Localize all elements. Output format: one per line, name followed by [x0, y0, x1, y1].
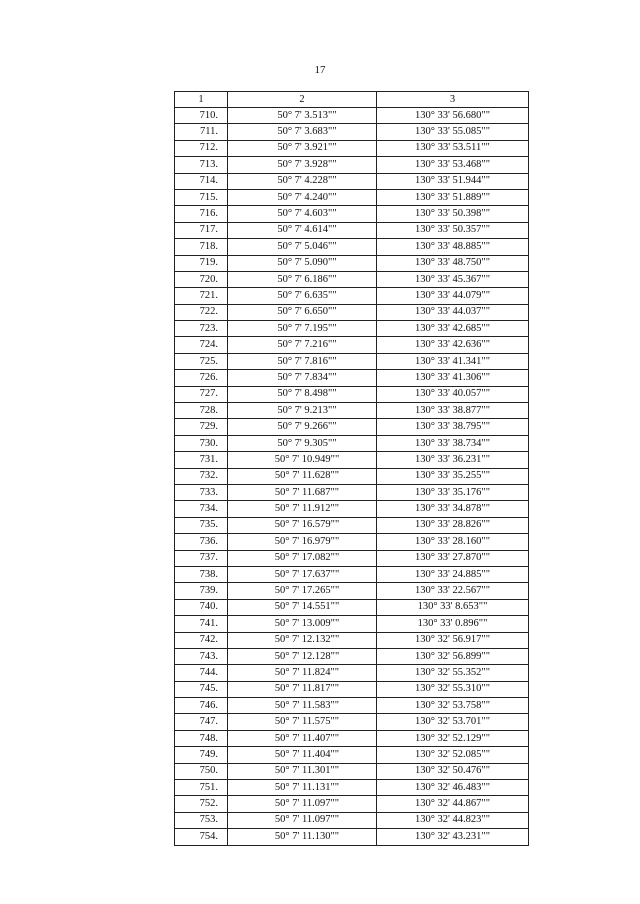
latitude-cell: 50° 7' 11.131"" [228, 780, 377, 796]
point-number-cell: 717. [175, 222, 228, 238]
latitude-cell: 50° 7' 17.082"" [228, 550, 377, 566]
table-row [175, 271, 529, 287]
point-number-cell: 727. [175, 386, 228, 402]
header-cell-2: 2 [228, 92, 377, 108]
table-row [175, 435, 529, 451]
table-row [175, 386, 529, 402]
longitude-cell: 130° 32' 46.483"" [377, 780, 529, 796]
longitude-cell: 130° 33' 51.944"" [377, 173, 529, 189]
latitude-cell: 50° 7' 9.305"" [228, 435, 377, 451]
latitude-cell: 50° 7' 4.228"" [228, 173, 377, 189]
point-number-cell: 719. [175, 255, 228, 271]
header-row [175, 92, 529, 108]
point-number-cell: 742. [175, 632, 228, 648]
longitude-cell: 130° 33' 8.653"" [377, 599, 529, 615]
point-number-cell: 751. [175, 780, 228, 796]
latitude-cell: 50° 7' 3.921"" [228, 140, 377, 156]
point-number-cell: 740. [175, 599, 228, 615]
latitude-cell: 50° 7' 10.949"" [228, 452, 377, 468]
point-number-cell: 734. [175, 501, 228, 517]
point-number-cell: 731. [175, 452, 228, 468]
table-row [175, 763, 529, 779]
longitude-cell: 130° 32' 55.352"" [377, 665, 529, 681]
latitude-cell: 50° 7' 16.579"" [228, 517, 377, 533]
table-row [175, 780, 529, 796]
table-row [175, 452, 529, 468]
table-row [175, 517, 529, 533]
point-number-cell: 737. [175, 550, 228, 566]
latitude-cell: 50° 7' 11.687"" [228, 484, 377, 500]
longitude-cell: 130° 33' 44.079"" [377, 288, 529, 304]
longitude-cell: 130° 32' 44.823"" [377, 812, 529, 828]
point-number-cell: 753. [175, 812, 228, 828]
point-number-cell: 744. [175, 665, 228, 681]
point-number-cell: 733. [175, 484, 228, 500]
latitude-cell: 50° 7' 11.817"" [228, 681, 377, 697]
longitude-cell: 130° 33' 38.734"" [377, 435, 529, 451]
point-number-cell: 732. [175, 468, 228, 484]
point-number-cell: 748. [175, 730, 228, 746]
point-number-cell: 724. [175, 337, 228, 353]
latitude-cell: 50° 7' 9.266"" [228, 419, 377, 435]
table-row [175, 681, 529, 697]
longitude-cell: 130° 33' 28.160"" [377, 534, 529, 550]
longitude-cell: 130° 33' 41.306"" [377, 370, 529, 386]
table-row [175, 206, 529, 222]
point-number-cell: 735. [175, 517, 228, 533]
point-number-cell: 723. [175, 321, 228, 337]
table-row [175, 140, 529, 156]
longitude-cell: 130° 33' 22.567"" [377, 583, 529, 599]
longitude-cell: 130° 32' 53.701"" [377, 714, 529, 730]
latitude-cell: 50° 7' 11.097"" [228, 796, 377, 812]
latitude-cell: 50° 7' 11.575"" [228, 714, 377, 730]
point-number-cell: 752. [175, 796, 228, 812]
longitude-cell: 130° 32' 53.758"" [377, 698, 529, 714]
table-body [175, 108, 529, 846]
latitude-cell: 50° 7' 13.009"" [228, 616, 377, 632]
table-row [175, 796, 529, 812]
latitude-cell: 50° 7' 5.090"" [228, 255, 377, 271]
table-row [175, 698, 529, 714]
latitude-cell: 50° 7' 4.614"" [228, 222, 377, 238]
point-number-cell: 722. [175, 304, 228, 320]
longitude-cell: 130° 33' 38.795"" [377, 419, 529, 435]
latitude-cell: 50° 7' 11.912"" [228, 501, 377, 517]
table-row [175, 239, 529, 255]
longitude-cell: 130° 33' 24.885"" [377, 566, 529, 582]
latitude-cell: 50° 7' 16.979"" [228, 534, 377, 550]
point-number-cell: 718. [175, 239, 228, 255]
table-row [175, 632, 529, 648]
longitude-cell: 130° 33' 44.037"" [377, 304, 529, 320]
latitude-cell: 50° 7' 6.635"" [228, 288, 377, 304]
longitude-cell: 130° 33' 27.870"" [377, 550, 529, 566]
latitude-cell: 50° 7' 6.186"" [228, 271, 377, 287]
point-number-cell: 738. [175, 566, 228, 582]
latitude-cell: 50° 7' 11.824"" [228, 665, 377, 681]
header-cell-3: 3 [377, 92, 529, 108]
latitude-cell: 50° 7' 17.265"" [228, 583, 377, 599]
longitude-cell: 130° 33' 35.176"" [377, 484, 529, 500]
longitude-cell: 130° 33' 48.885"" [377, 239, 529, 255]
point-number-cell: 714. [175, 173, 228, 189]
point-number-cell: 741. [175, 616, 228, 632]
point-number-cell: 721. [175, 288, 228, 304]
table-row [175, 665, 529, 681]
latitude-cell: 50° 7' 7.195"" [228, 321, 377, 337]
table-row [175, 829, 529, 845]
longitude-cell: 130° 33' 41.341"" [377, 353, 529, 369]
latitude-cell: 50° 7' 11.404"" [228, 747, 377, 763]
table-row [175, 566, 529, 582]
latitude-cell: 50° 7' 5.046"" [228, 239, 377, 255]
longitude-cell: 130° 32' 50.476"" [377, 763, 529, 779]
table-row [175, 189, 529, 205]
latitude-cell: 50° 7' 6.650"" [228, 304, 377, 320]
latitude-cell: 50° 7' 12.132"" [228, 632, 377, 648]
point-number-cell: 728. [175, 403, 228, 419]
longitude-cell: 130° 33' 28.826"" [377, 517, 529, 533]
longitude-cell: 130° 32' 44.867"" [377, 796, 529, 812]
latitude-cell: 50° 7' 4.603"" [228, 206, 377, 222]
table-row [175, 255, 529, 271]
longitude-cell: 130° 32' 43.231"" [377, 829, 529, 845]
point-number-cell: 715. [175, 189, 228, 205]
coordinates-table [174, 91, 529, 846]
latitude-cell: 50° 7' 7.834"" [228, 370, 377, 386]
latitude-cell: 50° 7' 3.928"" [228, 157, 377, 173]
longitude-cell: 130° 33' 38.877"" [377, 403, 529, 419]
table-row [175, 550, 529, 566]
longitude-cell: 130° 33' 42.636"" [377, 337, 529, 353]
latitude-cell: 50° 7' 7.216"" [228, 337, 377, 353]
table-row [175, 468, 529, 484]
point-number-cell: 739. [175, 583, 228, 599]
point-number-cell: 720. [175, 271, 228, 287]
table-row [175, 599, 529, 615]
latitude-cell: 50° 7' 3.513"" [228, 108, 377, 124]
latitude-cell: 50° 7' 11.301"" [228, 763, 377, 779]
table-row [175, 370, 529, 386]
table-row [175, 747, 529, 763]
table-row [175, 419, 529, 435]
point-number-cell: 710. [175, 108, 228, 124]
latitude-cell: 50° 7' 11.407"" [228, 730, 377, 746]
point-number-cell: 736. [175, 534, 228, 550]
longitude-cell: 130° 33' 56.680"" [377, 108, 529, 124]
table-row [175, 730, 529, 746]
point-number-cell: 712. [175, 140, 228, 156]
table-row [175, 321, 529, 337]
longitude-cell: 130° 33' 35.255"" [377, 468, 529, 484]
longitude-cell: 130° 33' 51.889"" [377, 189, 529, 205]
table-row [175, 714, 529, 730]
point-number-cell: 754. [175, 829, 228, 845]
point-number-cell: 725. [175, 353, 228, 369]
point-number-cell: 729. [175, 419, 228, 435]
point-number-cell: 746. [175, 698, 228, 714]
table-row [175, 616, 529, 632]
longitude-cell: 130° 32' 52.085"" [377, 747, 529, 763]
table-row [175, 222, 529, 238]
table-row [175, 124, 529, 140]
latitude-cell: 50° 7' 11.130"" [228, 829, 377, 845]
table-row [175, 108, 529, 124]
longitude-cell: 130° 33' 50.398"" [377, 206, 529, 222]
longitude-cell: 130° 33' 55.085"" [377, 124, 529, 140]
point-number-cell: 750. [175, 763, 228, 779]
longitude-cell: 130° 33' 48.750"" [377, 255, 529, 271]
longitude-cell: 130° 33' 40.057"" [377, 386, 529, 402]
longitude-cell: 130° 33' 42.685"" [377, 321, 529, 337]
longitude-cell: 130° 32' 56.899"" [377, 648, 529, 664]
longitude-cell: 130° 33' 36.231"" [377, 452, 529, 468]
longitude-cell: 130° 33' 45.367"" [377, 271, 529, 287]
table-row [175, 403, 529, 419]
header-cell-1: 1 [175, 92, 228, 108]
longitude-cell: 130° 33' 53.511"" [377, 140, 529, 156]
table-row [175, 337, 529, 353]
table-row [175, 583, 529, 599]
latitude-cell: 50° 7' 14.551"" [228, 599, 377, 615]
point-number-cell: 747. [175, 714, 228, 730]
table-row [175, 648, 529, 664]
point-number-cell: 713. [175, 157, 228, 173]
latitude-cell: 50° 7' 11.628"" [228, 468, 377, 484]
point-number-cell: 745. [175, 681, 228, 697]
point-number-cell: 743. [175, 648, 228, 664]
longitude-cell: 130° 33' 53.468"" [377, 157, 529, 173]
table-row [175, 157, 529, 173]
longitude-cell: 130° 32' 56.917"" [377, 632, 529, 648]
latitude-cell: 50° 7' 11.097"" [228, 812, 377, 828]
latitude-cell: 50° 7' 17.637"" [228, 566, 377, 582]
table-row [175, 501, 529, 517]
latitude-cell: 50° 7' 4.240"" [228, 189, 377, 205]
longitude-cell: 130° 32' 52.129"" [377, 730, 529, 746]
point-number-cell: 716. [175, 206, 228, 222]
longitude-cell: 130° 33' 50.357"" [377, 222, 529, 238]
longitude-cell: 130° 33' 34.878"" [377, 501, 529, 517]
page-number: 17 [314, 64, 326, 76]
table-row [175, 812, 529, 828]
table-row [175, 304, 529, 320]
table-row [175, 353, 529, 369]
point-number-cell: 749. [175, 747, 228, 763]
longitude-cell: 130° 33' 0.896"" [377, 616, 529, 632]
latitude-cell: 50° 7' 8.498"" [228, 386, 377, 402]
table-row [175, 173, 529, 189]
latitude-cell: 50° 7' 9.213"" [228, 403, 377, 419]
latitude-cell: 50° 7' 7.816"" [228, 353, 377, 369]
point-number-cell: 726. [175, 370, 228, 386]
table-row [175, 534, 529, 550]
longitude-cell: 130° 32' 55.310"" [377, 681, 529, 697]
point-number-cell: 711. [175, 124, 228, 140]
point-number-cell: 730. [175, 435, 228, 451]
latitude-cell: 50° 7' 12.128"" [228, 648, 377, 664]
table-row [175, 484, 529, 500]
table-row [175, 288, 529, 304]
latitude-cell: 50° 7' 11.583"" [228, 698, 377, 714]
latitude-cell: 50° 7' 3.683"" [228, 124, 377, 140]
